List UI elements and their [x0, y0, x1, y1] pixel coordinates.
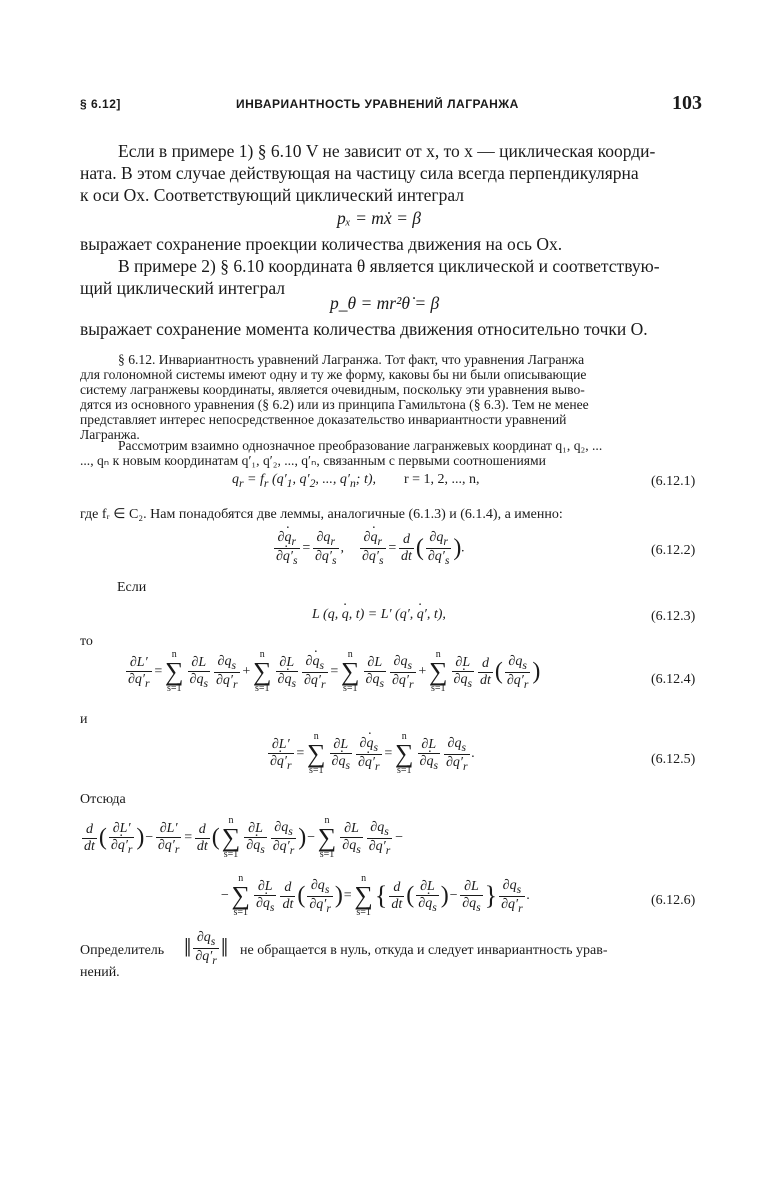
section-paragraph [80, 352, 700, 442]
final-text-c: нений. [80, 965, 120, 980]
text-line: В примере 2) § 6.10 координата θ является циклической и соответствую- [118, 256, 660, 276]
final-text-b: не обращается в нуль, откуда и следует инвариантность урав- [240, 943, 608, 958]
word-esli: Если [117, 580, 147, 595]
equation-6-12-6-line-1: $\frac{d}{dt}$ ( $\frac{\partial L'}{\partial\cdot q'_r}$ )− $\frac{\partial L'}{\partial q'_r}$ = $\frac{d}{dt}$ ( n ∑ s=1 $\frac{\partial L}{\partial\cdot q_s}$ $\frac{\partial q_s}{\partial q'_r}$ )− n ∑ s=1 $\frac{\partial L}{\partial q_s}$ $\frac{\partial q_s}{\partial q'_r}$ − [80, 816, 404, 860]
equation-6-12-3: L (q, · q, t) = L′ (q′, · q′, t), [312, 607, 446, 623]
intro-paragraph-2: выражает сохранение проекции количества движения на ось Ox. [80, 234, 563, 254]
text-line: Лагранжа. [80, 427, 140, 442]
determinant: ‖ $\frac{\partial q_s}{\partial q'_r}$ ‖ [184, 930, 229, 967]
equation-number: (6.12.2) [651, 543, 696, 558]
section-marker: § 6.12] [80, 97, 121, 111]
text-line: ната. В этом случае действующая на частицу сила всегда перпендикулярна [80, 163, 639, 183]
text-line: представляет интерес непосредственное доказательство инвариантности уравнений [80, 412, 567, 427]
text-line: Если в примере 1) § 6.10 V не зависит от x, то x — циклическая коорди- [118, 141, 656, 161]
text-line: § 6.12. Инвариантность уравнений Лагранжа. Тот факт, что уравнения Лагранжа [118, 352, 585, 367]
word-to: то [80, 634, 93, 649]
equation-px: pₓ = mẋ = β [337, 208, 421, 228]
equation-number: (6.12.1) [651, 474, 696, 489]
page-number: 103 [672, 92, 702, 114]
equation-number: (6.12.3) [651, 609, 696, 624]
text-line: ..., qₙ к новым координатам q′₁, q′₂, ..., q′ₙ, связанным с первыми соотношениями [80, 453, 546, 468]
equation-6-12-6-line-2: − n ∑ s=1 $\frac{\partial L}{\partial\cdot q_s}$ $\frac{d}{dt}$ ( $\frac{\partial q_s}{\partial q'_r}$ )= n ∑ s=1 { $\frac{d}{dt}$ ( $\frac{\partial L}{\partial\cdot q_s}$ )− $\frac{\partial L}{\partial q_s}$ } $\frac{\partial q_s}{\partial q'_r}$ . [220, 874, 530, 918]
equation-6-12-2: $\frac{\partial\cdot q_r}{\partial\cdot q'_s}$ = $\frac{\partial q_r}{\partial q'_s}$ , $\frac{\partial\cdot q_r}{\partial q'_s}$ = $\frac{d}{dt}$ ( $\frac{\partial q_r}{\partial q'_s}$ ). [272, 530, 465, 567]
equation-6-12-4: $\frac{\partial L'}{\partial q'_r}$ = n ∑ s=1 $\frac{\partial L}{\partial q_s}$ $\frac{\partial q_s}{\partial q'_r}$ + n ∑ s=1 $\frac{\partial L}{\partial\cdot q_s}$ $\frac{\partial\cdot q_s}{\partial q'_r}$ = n ∑ s=1 $\frac{\partial L}{\partial q_s}$ $\frac{\partial q_s}{\partial q'_r}$ + n ∑ s=1 $\frac{\partial L}{\partial\cdot q_s}$ $\frac{d}{dt}$ ( $\frac{\partial q_s}{\partial q'_r}$ ) [124, 650, 540, 694]
lemma-intro-text: где fᵣ ∈ C₂. Нам понадобятся две леммы, аналогичные (6.1.3) и (6.1.4), а именно: [80, 507, 563, 522]
equation-number: (6.12.5) [651, 752, 696, 767]
text-line: систему лагранжевы координаты, является очевидным, поскольку эти уравнения выво- [80, 382, 585, 397]
text-line: к оси Ox. Соответствующий циклический интеграл [80, 185, 465, 205]
equation-6-12-1: $q_r = f_r$ ($q'_1$, $q'_2$, ..., $q'_n$; t), r = 1, 2, ..., n, [232, 472, 480, 490]
intro-paragraph-1 [80, 140, 700, 206]
equation-6-12-5: $\frac{\partial L'}{\partial\cdot q'_r}$ = n ∑ s=1 $\frac{\partial L}{\partial\cdot q_s}$ $\frac{\partial\cdot q_s}{\partial\cdot q'_r}$ = n ∑ s=1 $\frac{\partial L}{\partial\cdot q_s}$ $\frac{\partial q_s}{\partial q'_r}$ . [266, 732, 475, 776]
word-i: и [80, 712, 88, 727]
running-title: ИНВАРИАНТНОСТЬ УРАВНЕНИЙ ЛАГРАНЖА [236, 97, 519, 111]
equation-ptheta: p_θ = mr²θ̇ = β [330, 293, 440, 313]
word-otsyuda: Отсюда [80, 792, 126, 807]
equation-number: (6.12.4) [651, 672, 696, 687]
text-line: дятся из основного уравнения (§ 6.2) или из принципа Гамильтона (§ 6.3). Тем не менее [80, 397, 589, 412]
text-line: для голономной системы имеют одну и ту же форму, каковы бы ни были описывающие [80, 367, 587, 382]
text-line: Рассмотрим взаимно однозначное преобразование лагранжевых координат q₁, q₂, ... [118, 438, 603, 453]
transform-paragraph [80, 438, 700, 468]
text-line: щий циклический интеграл [80, 278, 286, 298]
final-text-a: Определитель [80, 943, 165, 958]
intro-paragraph-4: выражает сохранение момента количества движения относительно точки O. [80, 319, 648, 339]
equation-number: (6.12.6) [651, 893, 696, 908]
